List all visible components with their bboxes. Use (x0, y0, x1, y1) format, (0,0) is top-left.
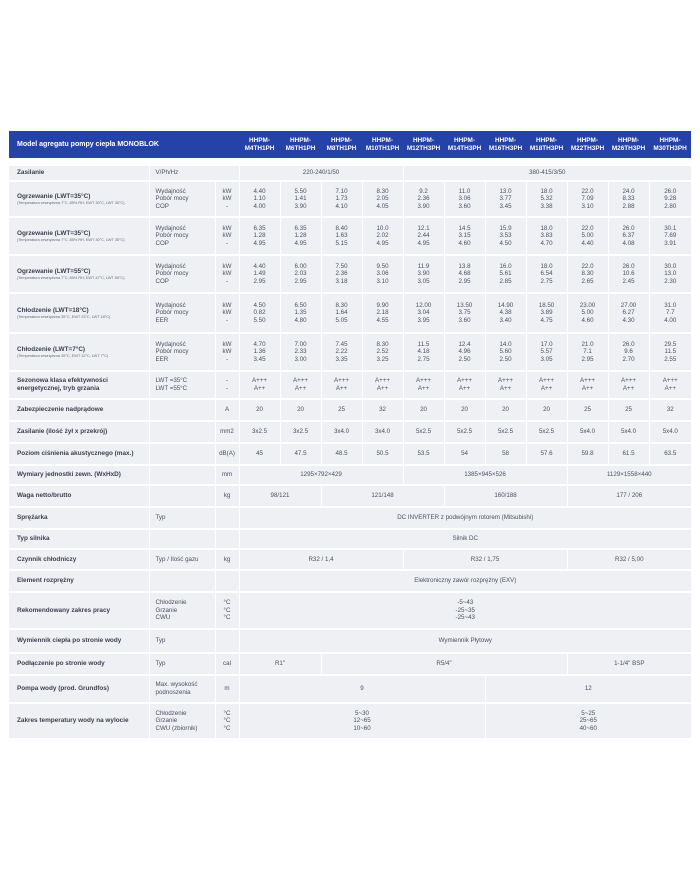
value-cell: 5.50 1.41 3.90 (280, 181, 321, 217)
value-cell: 22.0 7.09 3.10 (567, 181, 608, 217)
row-label: Zabezpieczenie nadprądowe (9, 399, 149, 421)
value-cell: A+++ A++ (567, 371, 608, 399)
value-cell: 59.8 (567, 443, 608, 465)
value-cell: 15.9 3.53 4.50 (485, 217, 526, 255)
row-params (149, 465, 215, 485)
value-cell: R32 / 5,00 (567, 549, 691, 570)
value-cell: 22.0 8.30 2.65 (567, 255, 608, 293)
value-cell: 18.50 3.89 4.75 (526, 293, 567, 333)
model-header: HHPM- M4TH1PH (239, 131, 280, 158)
row-label: Zasilanie (9, 165, 149, 181)
value-cell: A+++ A++ (608, 371, 649, 399)
value-cell: 21.0 7.1 2.95 (567, 333, 608, 371)
row-power-supply (9, 165, 691, 181)
row-operating-range (9, 592, 691, 629)
row-param: Typ / Ilość gazu (149, 549, 215, 570)
value-cell: 1385×945×526 (403, 465, 567, 485)
value-cell: 6.35 1.28 4.95 (239, 217, 280, 255)
row-unit: V/Ph/Hz (149, 165, 239, 181)
row-params (149, 485, 215, 507)
value-cell: 45 (239, 443, 280, 465)
value-cell: A+++ A++ (526, 371, 567, 399)
value-cell: 23.00 5.00 4.60 (567, 293, 608, 333)
value-cell: 7.50 2.36 3.18 (321, 255, 362, 293)
value-cell: 48.5 (321, 443, 362, 465)
row-water-pump (9, 675, 691, 703)
value-cell: 58 (485, 443, 526, 465)
value-cell: 20 (444, 399, 485, 421)
row-unit: kg (215, 549, 239, 570)
value-cell: 12.1 2.44 4.95 (403, 217, 444, 255)
model-header: HHPM- M6TH1PH (280, 131, 321, 158)
table-header-row (9, 131, 691, 158)
value-cell: 4.40 1.49 2.95 (239, 255, 280, 293)
value-cell: R32 / 1,4 (239, 549, 403, 570)
value-cell: R32 / 1,75 (403, 549, 567, 570)
row-params: Wydajność Pobór mocy COP (149, 181, 215, 217)
row-unit (215, 507, 239, 529)
value-cell: -5~43 -25~35 -25~43 (239, 592, 691, 629)
value-cell: 18.0 3.83 4.70 (526, 217, 567, 255)
value-cell: 160/188 (444, 485, 567, 507)
value-cell: 26.0 9.28 2.80 (649, 181, 691, 217)
model-header: HHPM- M16TH3PH (485, 131, 526, 158)
model-header: HHPM- M30TH3PH (649, 131, 691, 158)
table-title: Model agregatu pompy ciepła MONOBLOK (9, 131, 239, 158)
row-heating-35 (9, 181, 691, 217)
value-cell: 5x2.5 (403, 421, 444, 443)
value-cell: 121/148 (321, 485, 444, 507)
value-cell: 20 (403, 399, 444, 421)
model-header: HHPM- M22TH3PH (567, 131, 608, 158)
value-cell: 32 (362, 399, 403, 421)
value-cell: 6.35 1.28 4.95 (280, 217, 321, 255)
row-cable (9, 421, 691, 443)
value-cell: DC INVERTER z podwójnym rotorem (Mitsubishi) (239, 507, 691, 529)
value-cell: 14.5 3.15 4.60 (444, 217, 485, 255)
value-cell: 9.2 2.36 3.90 (403, 181, 444, 217)
value-cell: Wymiennik Płytowy (239, 629, 691, 653)
row-param: Typ (149, 507, 215, 529)
value-cell: 22.0 5.00 4.40 (567, 217, 608, 255)
row-params (149, 443, 215, 465)
model-header: HHPM- M18TH3PH (526, 131, 567, 158)
value-cell: 53.5 (403, 443, 444, 465)
value-cell: 3x2.5 (280, 421, 321, 443)
row-units: °C °C °C (215, 703, 239, 739)
value-cell: 25 (321, 399, 362, 421)
value-cell: 8.40 1.63 5.15 (321, 217, 362, 255)
row-unit (215, 629, 239, 653)
row-unit: kg (215, 485, 239, 507)
model-header: HHPM- M8TH1PH (321, 131, 362, 158)
value-cell: 8.30 2.05 4.05 (362, 181, 403, 217)
row-unit: A (215, 399, 239, 421)
row-units: - - (215, 371, 239, 399)
value-cell: 177 / 206 (567, 485, 691, 507)
value-cell: 5x4.0 (608, 421, 649, 443)
value-cell: 8.30 2.52 3.25 (362, 333, 403, 371)
row-label: Chłodzenie (LWT=7°C) (Temperatura zewnętrzna 35°C, EWT 12°C, LWT 7°C) (9, 333, 149, 371)
row-label: Sezonowa klasa efektywności energetycznej, tryb grzania (9, 371, 149, 399)
row-unit: mm (215, 465, 239, 485)
value-cell: 6.00 2.03 2.95 (280, 255, 321, 293)
row-label: Ogrzewanie (LWT=35°C) (Temperatura zewnętrzna 7°C, 85% RH, EWT 30°C, LWT 35°C) (9, 181, 149, 217)
row-param: Typ (149, 629, 215, 653)
value-cell: 18.0 6.54 2.75 (526, 255, 567, 293)
value-cell: 5x2.5 (526, 421, 567, 443)
value-cell: 24.0 8.33 2.88 (608, 181, 649, 217)
row-weight (9, 485, 691, 507)
value-cell: 25 (608, 399, 649, 421)
value-cell: 5x4.0 (567, 421, 608, 443)
value-cell: 12 (485, 675, 691, 703)
value-cell: 13.8 4.68 2.95 (444, 255, 485, 293)
row-unit: dB(A) (215, 443, 239, 465)
value-cell: Silnik DC (239, 529, 691, 549)
value-cell: 31.0 7.7 4.00 (649, 293, 691, 333)
row-water-connection (9, 653, 691, 675)
value-cell: 63.5 (649, 443, 691, 465)
value-cell: 47.5 (280, 443, 321, 465)
row-dimensions (9, 465, 691, 485)
row-param: Max. wysokość podnoszenia (149, 675, 215, 703)
value-cell: 7.00 2.33 3.00 (280, 333, 321, 371)
row-refrigerant (9, 549, 691, 570)
value-cell: 29.5 11.5 2.55 (649, 333, 691, 371)
row-expansion (9, 570, 691, 592)
value-cell: A+++ A++ (444, 371, 485, 399)
value-cell: A+++ A++ (485, 371, 526, 399)
value-cell: 4.70 1.36 3.45 (239, 333, 280, 371)
value-cell: 14.0 5.60 2.50 (485, 333, 526, 371)
value-cell: 380-415/3/50 (403, 165, 691, 181)
value-cell: 26.0 10.6 2.45 (608, 255, 649, 293)
row-unit (215, 570, 239, 592)
row-motor (9, 529, 691, 549)
value-cell: 12.00 3.04 3.95 (403, 293, 444, 333)
row-label: Zasilanie (ilość żył x przekrój) (9, 421, 149, 443)
value-cell: 5x2.5 (444, 421, 485, 443)
row-units: kW kW - (215, 255, 239, 293)
row-cooling-18 (9, 293, 691, 333)
value-cell: 4.40 1.10 4.00 (239, 181, 280, 217)
row-unit: cal (215, 653, 239, 675)
value-cell: 11.0 3.06 3.60 (444, 181, 485, 217)
spec-sheet (9, 131, 691, 740)
row-params: Wydajność Pobór mocy COP (149, 255, 215, 293)
row-fuse (9, 399, 691, 421)
value-cell: 20 (485, 399, 526, 421)
row-label: Typ silnika (9, 529, 149, 549)
value-cell: A+++ A++ (403, 371, 444, 399)
value-cell: 1-1/4" BSP (567, 653, 691, 675)
value-cell: 5x2.5 (485, 421, 526, 443)
row-label: Ogrzewanie (LWT=35°C) (Temperatura zewnętrzna 7°C, 85% RH, EWT 30°C, LWT 35°C) (9, 217, 149, 255)
value-cell: 7.10 1.73 4.10 (321, 181, 362, 217)
value-cell: 98/121 (239, 485, 321, 507)
model-header: HHPM- M14TH3PH (444, 131, 485, 158)
row-label: Rekomendowany zakres pracy (9, 592, 149, 629)
model-header: HHPM- M10TH1PH (362, 131, 403, 158)
value-cell: 26.0 6.37 4.08 (608, 217, 649, 255)
row-heating-35-b (9, 217, 691, 255)
value-cell: 57.6 (526, 443, 567, 465)
value-cell: 30.1 7.69 3.91 (649, 217, 691, 255)
value-cell: 10.0 2.02 4.95 (362, 217, 403, 255)
value-cell: A+++ A++ (280, 371, 321, 399)
row-units: kW kW - (215, 293, 239, 333)
row-params (149, 421, 215, 443)
value-cell: 4.50 0.82 5.50 (239, 293, 280, 333)
value-cell: 3x4.0 (362, 421, 403, 443)
value-cell: 9.50 3.06 3.10 (362, 255, 403, 293)
value-cell: 18.0 5.32 3.38 (526, 181, 567, 217)
value-cell: 11.9 3.90 3.05 (403, 255, 444, 293)
row-label: Zakres temperatury wody na wylocie (9, 703, 149, 739)
value-cell: 54 (444, 443, 485, 465)
value-cell: 32 (649, 399, 691, 421)
value-cell: 8.30 1.64 5.05 (321, 293, 362, 333)
row-units: kW kW - (215, 217, 239, 255)
value-cell: A+++ A++ (649, 371, 691, 399)
row-units: kW kW - (215, 333, 239, 371)
value-cell: 17.0 5.57 3.05 (526, 333, 567, 371)
row-heating-55 (9, 255, 691, 293)
row-cooling-7 (9, 333, 691, 371)
value-cell: 25 (567, 399, 608, 421)
row-params: Wydajność Pobór mocy EER (149, 293, 215, 333)
value-cell: 3x4.0 (321, 421, 362, 443)
value-cell: Elektroniczny zawór rozprężny (EXV) (239, 570, 691, 592)
value-cell: 6.50 1.35 4.80 (280, 293, 321, 333)
row-noise (9, 443, 691, 465)
value-cell: 30.0 13.0 2.30 (649, 255, 691, 293)
value-cell: 13.0 3.77 3.45 (485, 181, 526, 217)
value-cell: 1129×1558×440 (567, 465, 691, 485)
value-cell: 5~25 25~65 40~60 (485, 703, 691, 739)
row-params (149, 570, 215, 592)
row-label: Wymiary jednostki zewn. (WxHxD) (9, 465, 149, 485)
row-units: °C °C °C (215, 592, 239, 629)
value-cell: 20 (526, 399, 567, 421)
value-cell: 61.5 (608, 443, 649, 465)
row-unit: mm2 (215, 421, 239, 443)
row-water-outlet-range (9, 703, 691, 739)
row-unit (215, 529, 239, 549)
value-cell: 9 (239, 675, 485, 703)
row-label: Wymiennik ciepła po stronie wody (9, 629, 149, 653)
row-unit: m (215, 675, 239, 703)
value-cell: 26.0 9.6 2.70 (608, 333, 649, 371)
row-label: Podłączenie po stronie wody (9, 653, 149, 675)
value-cell: 27.00 6.27 4.30 (608, 293, 649, 333)
value-cell: 3x2.5 (239, 421, 280, 443)
value-cell: A+++ A++ (362, 371, 403, 399)
row-params: LWT =35°C LWT =55°C (149, 371, 215, 399)
row-params: Chłodzenie Grzanie CWU (zbiornik) (149, 703, 215, 739)
row-params: Wydajność Pobór mocy EER (149, 333, 215, 371)
model-header: HHPM- M12TH3PH (403, 131, 444, 158)
value-cell: 5~30 12~65 10~60 (239, 703, 485, 739)
row-energy-class (9, 371, 691, 399)
value-cell: 7.45 2.22 3.35 (321, 333, 362, 371)
row-compressor (9, 507, 691, 529)
value-cell: 14.90 4.38 3.40 (485, 293, 526, 333)
value-cell: R5/4" (321, 653, 567, 675)
row-label: Pompa wody (prod. Grundfos) (9, 675, 149, 703)
model-header: HHPM- M26TH3PH (608, 131, 649, 158)
value-cell: 13.50 3.75 3.60 (444, 293, 485, 333)
value-cell: A+++ A++ (239, 371, 280, 399)
value-cell: 5x4.0 (649, 421, 691, 443)
spec-table (9, 131, 691, 740)
value-cell: 9.90 2.18 4.55 (362, 293, 403, 333)
value-cell: 11.5 4.18 2.75 (403, 333, 444, 371)
row-params (149, 529, 215, 549)
row-heat-exchanger (9, 629, 691, 653)
row-label: Element rozprężny (9, 570, 149, 592)
value-cell: 1295×792×429 (239, 465, 403, 485)
row-label: Czynnik chłodniczy (9, 549, 149, 570)
row-units: kW kW - (215, 181, 239, 217)
row-label: Ogrzewanie (LWT=55°C) (Temperatura zewnętrzna 7°C, 85% RH, EWT 47°C, LWT 55°C) (9, 255, 149, 293)
value-cell: 20 (239, 399, 280, 421)
row-label: Chłodzenie (LWT=18°C) (Temperatura zewnętrzna 35°C, EWT 23°C, LWT 18°C) (9, 293, 149, 333)
value-cell: 50.5 (362, 443, 403, 465)
row-label: Poziom ciśnienia akustycznego (max.) (9, 443, 149, 465)
row-params: Wydajność Pobór mocy COP (149, 217, 215, 255)
row-param: Typ (149, 653, 215, 675)
row-params: Chłodzenie Grzanie CWU (149, 592, 215, 629)
value-cell: 12.4 4.96 2.50 (444, 333, 485, 371)
row-label: Sprężarka (9, 507, 149, 529)
row-label: Waga netto/brutto (9, 485, 149, 507)
value-cell: 16.0 5.61 2.85 (485, 255, 526, 293)
value-cell: A+++ A++ (321, 371, 362, 399)
row-params (149, 399, 215, 421)
value-cell: R1" (239, 653, 321, 675)
value-cell: 220-240/1/50 (239, 165, 403, 181)
value-cell: 20 (280, 399, 321, 421)
